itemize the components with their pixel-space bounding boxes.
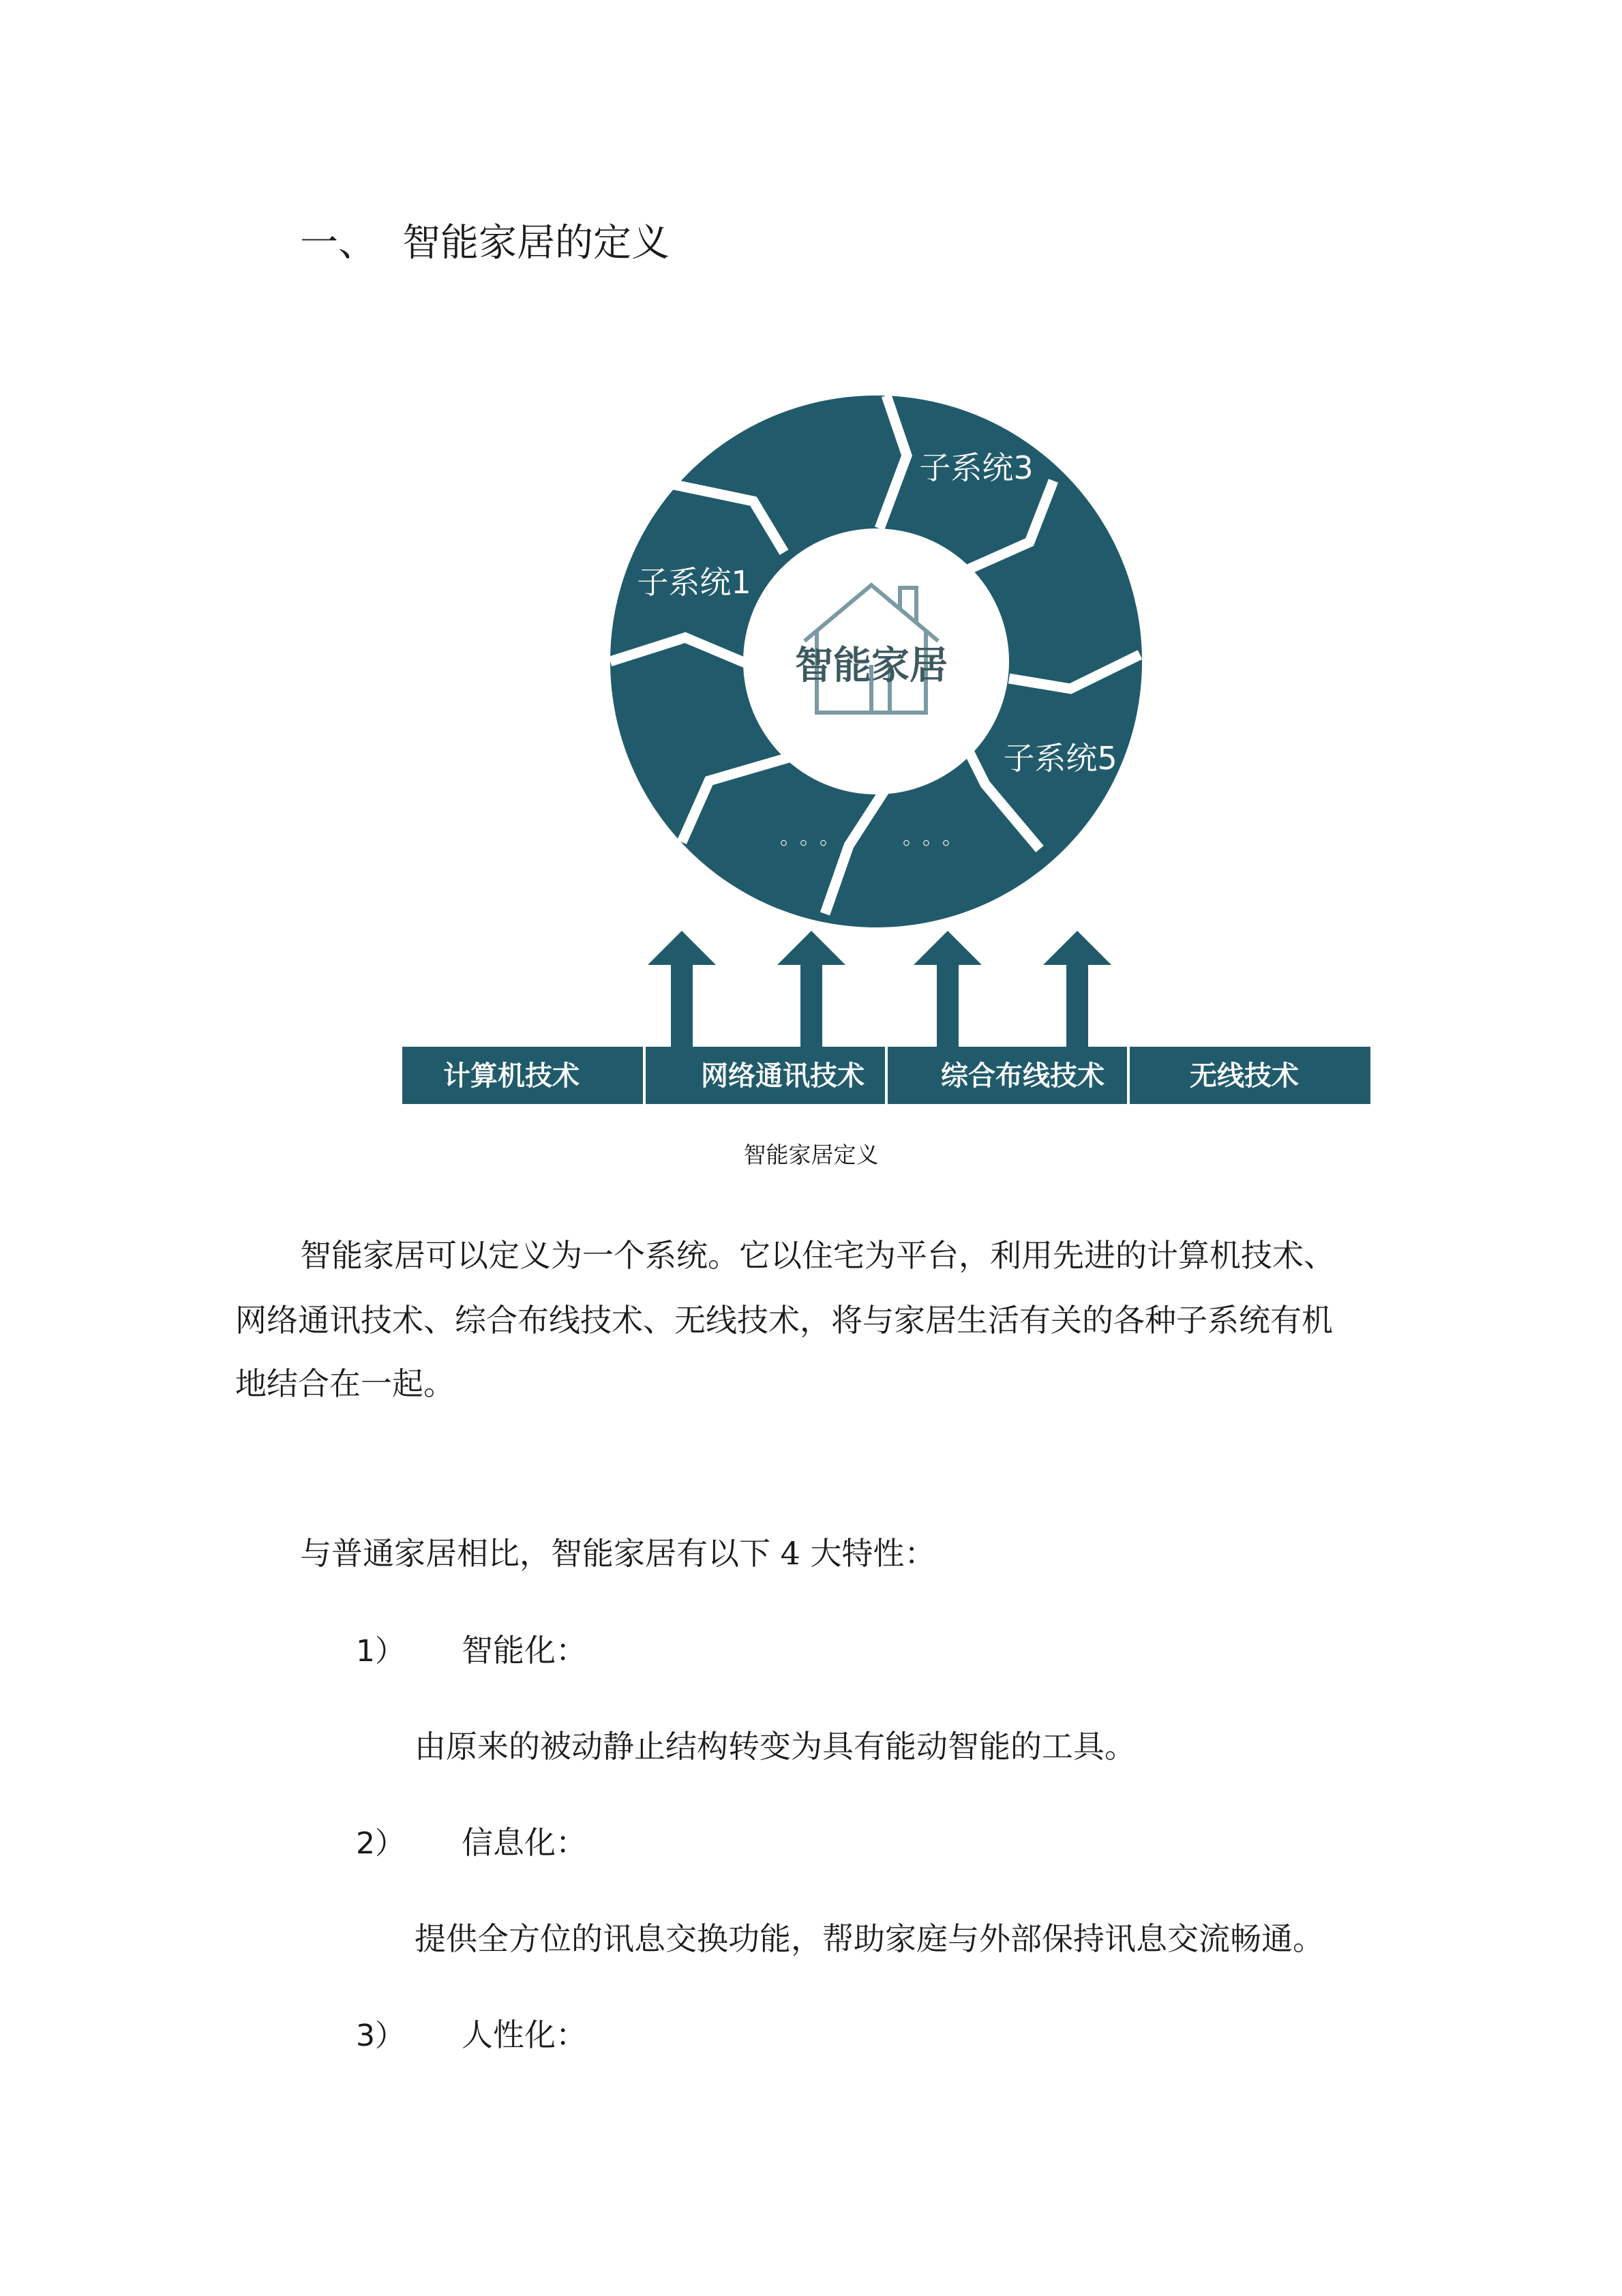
- up-arrows: [648, 931, 1111, 1047]
- feature-number: 1）: [356, 1634, 405, 1669]
- arrow-up-icon: [777, 931, 845, 1047]
- feature-title: 智能化：: [462, 1632, 587, 1669]
- feature-item-2: [356, 1818, 587, 1863]
- arrow-up-icon: [1043, 931, 1111, 1047]
- tech-label-network: 网络通讯技术: [701, 1060, 865, 1092]
- definition-line-3: 地结合在一起。: [235, 1365, 455, 1402]
- technology-bar: [402, 1047, 1370, 1104]
- figure-caption: 智能家居定义: [743, 1142, 879, 1168]
- tech-label-cabling: 综合布线技术: [941, 1060, 1105, 1092]
- feature-item-3: [356, 2010, 587, 2055]
- arrow-up-icon: [648, 931, 716, 1047]
- arrow-up-icon: [914, 931, 982, 1047]
- section-title: 智能家居的定义: [402, 221, 670, 265]
- feature-item-1: [356, 1626, 587, 1671]
- segment-label-subsystem1: 子系统1: [637, 564, 751, 601]
- section-number: 一、: [300, 221, 376, 265]
- feature-title: 信息化：: [462, 1824, 587, 1861]
- feature-number: 2）: [356, 1826, 405, 1861]
- tech-label-wireless: 无线技术: [1190, 1060, 1299, 1092]
- segment-label-ellipsis-1: 。。。: [780, 826, 850, 850]
- smart-home-diagram: [0, 0, 1622, 1132]
- definition-line-1: 智能家居可以定义为一个系统。它以住宅为平台，利用先进的计算机技术、: [300, 1237, 1335, 1274]
- feature-number: 3）: [356, 2018, 405, 2053]
- definition-line-2: 网络通讯技术、综合布线技术、无线技术，将与家居生活有关的各种子系统有机: [235, 1302, 1333, 1339]
- feature-title: 人性化：: [462, 2016, 587, 2053]
- tech-label-computer: 计算机技术: [443, 1060, 580, 1092]
- feature-desc-2: 提供全方位的讯息交换功能，帮助家庭与外部保持讯息交流畅通。: [415, 1920, 1324, 1957]
- features-intro: 与普通家居相比，智能家居有以下 4 大特性：: [300, 1535, 936, 1572]
- segment-label-subsystem5: 子系统5: [1003, 740, 1117, 777]
- center-label: 智能家居: [795, 644, 948, 688]
- segment-label-subsystem3: 子系统3: [919, 449, 1034, 486]
- segment-label-ellipsis-2: 。。。: [903, 826, 972, 850]
- feature-desc-1: 由原来的被动静止结构转变为具有能动智能的工具。: [415, 1728, 1136, 1765]
